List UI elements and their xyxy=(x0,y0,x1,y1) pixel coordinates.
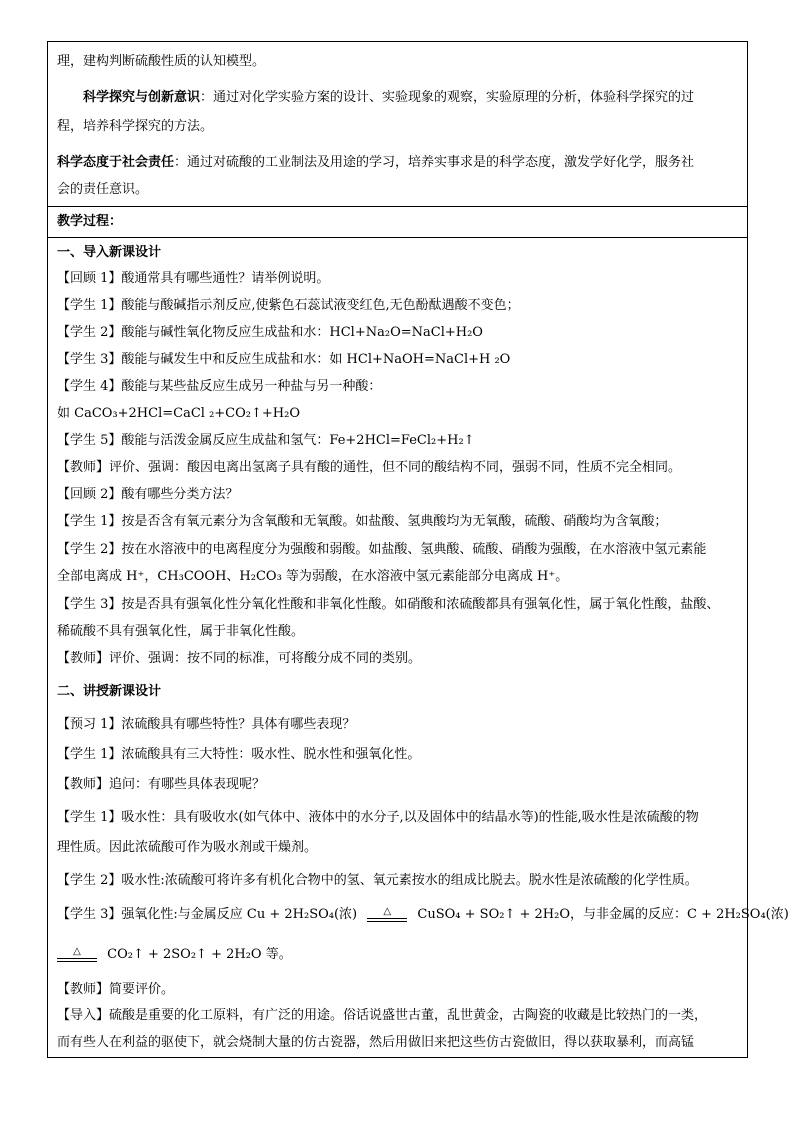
text-line: 【教师】追问：有哪些具体表现呢？ xyxy=(57,777,266,792)
text-line: 【学生 2】吸水性:浓硫酸可将许多有机化合物中的氢、氧元素按水的组成比脱去。脱水性是浓硫酸的化学性质。 xyxy=(57,873,698,888)
triangle-icon: △ xyxy=(73,946,81,957)
text-line: 【学生 5】酸能与活泼金属反应生成盐和氢气：Fe+2HCl=FeCl₂+H₂↑ xyxy=(57,433,475,448)
text-span: ：通过对化学实验方案的设计、实验现象的观察，实验原理的分析，体验科学探究的过 xyxy=(200,90,695,105)
text-line: 而有些人在利益的驱使下，就会烧制大量的仿古瓷器，然后用做旧来把这些仿古瓷做旧，得以获取暴利，而高锰 xyxy=(57,1035,695,1050)
section-title: 二、讲授新课设计 xyxy=(57,684,162,699)
text-line: 【教师】简要评价。 xyxy=(57,982,175,997)
text-line: 【预习 1】浓硫酸具有哪些特性？具体有哪些表现？ xyxy=(57,717,356,732)
text-line: 稀硫酸不具有强氧化性，属于非氧化性酸。 xyxy=(57,624,305,639)
text-line: 【学生 3】按是否具有强氧化性分氧化性酸和非氧化性酸。如硝酸和浓硫酸都具有强氧化性，属于氧化性酸，盐酸、 xyxy=(57,597,720,612)
label-science-inquiry: 科学探究与创新意识 xyxy=(83,90,201,105)
text-line xyxy=(57,154,694,172)
text-line: 【学生 2】酸能与碱性氧化物反应生成盐和水：HCl+Na₂O=NaCl+H₂O xyxy=(57,325,483,340)
text-line: 程，培养科学探究的方法。 xyxy=(57,119,214,134)
text-line: 【学生 1】酸能与酸碱指示剂反应,使紫色石蕊试液变红色,无色酚酞遇酸不变色； xyxy=(57,298,520,313)
text-line: 理，建构判断硫酸性质的认知模型。 xyxy=(57,54,266,69)
process-header: 教学过程： xyxy=(57,214,123,229)
heating-arrow xyxy=(57,947,97,962)
text-span: CO₂↑ + 2SO₂↑ + 2H₂O 等。 xyxy=(107,947,292,962)
label-social-responsibility: 科学态度于社会责任 xyxy=(57,155,175,170)
text-span: CuSO₄ + SO₂↑ + 2H₂O，与非金属的反应：C + 2H₂SO₄(浓) xyxy=(417,907,789,922)
row-divider-2 xyxy=(47,237,748,238)
text-line: 【教师】评价、强调：按不同的标准，可将酸分成不同的类别。 xyxy=(57,651,422,666)
text-line: 【回顾 2】酸有哪些分类方法？ xyxy=(57,487,239,502)
text-line: 【学生 3】酸能与碱发生中和反应生成盐和水：如 HCl+NaOH=NaCl+H ₂O xyxy=(57,352,511,367)
text-line: 【学生 1】按是否含有氧元素分为含氧酸和无氧酸。如盐酸、氢典酸均为无氧酸，硫酸、硝酸均为含氧酸； xyxy=(57,514,668,529)
text-line: 【教师】评价、强调：酸因电离出氢离子具有酸的通性，但不同的酸结构不同，强弱不同，性质不完全相同。 xyxy=(57,460,682,475)
text-line: 全部电离成 H⁺，CH₃COOH、H₂CO₃ 等为弱酸，在水溶液中氢元素能部分电离成 H⁺。 xyxy=(57,569,569,584)
text-line: 会的责任意识。 xyxy=(57,182,149,197)
equation-line xyxy=(57,906,789,924)
heating-arrow xyxy=(367,907,407,922)
equation-line xyxy=(57,946,292,964)
text-span: 【学生 3】强氧化性:与金属反应 Cu + 2H₂SO₄(浓) xyxy=(57,907,358,922)
text-line xyxy=(83,89,694,107)
section-title: 一、导入新课设计 xyxy=(57,245,162,260)
text-line: 【学生 1】吸水性：具有吸收水(如气体中、液体中的水分子,以及固体中的结晶水等)的性能,吸水性是浓硫酸的物 xyxy=(57,810,699,825)
text-line: 【学生 1】浓硫酸具有三大特性：吸水性、脱水性和强氧化性。 xyxy=(57,747,421,762)
text-line: 【学生 4】酸能与某些盐反应生成另一种盐与另一种酸： xyxy=(57,379,382,394)
text-line: 【学生 2】按在水溶液中的电离程度分为强酸和弱酸。如盐酸、氢典酸、硫酸、硝酸为强酸，在水溶液中氢元素能 xyxy=(57,542,707,557)
text-span: ：通过对硫酸的工业制法及用途的学习，培养实事求是的科学态度，激发学好化学，服务社 xyxy=(174,155,695,170)
row-divider-1 xyxy=(47,206,748,207)
text-line: 【导入】硫酸是重要的化工原料，有广泛的用途。俗话说盛世古董，乱世黄金，古陶瓷的收藏是比较热门的一类， xyxy=(57,1008,708,1023)
text-line: 理性质。因此浓硫酸可作为吸水剂或干燥剂。 xyxy=(57,840,318,855)
text-line: 如 CaCO₃+2HCl=CaCl ₂+CO₂↑+H₂O xyxy=(57,406,300,421)
triangle-icon: △ xyxy=(383,906,392,917)
text-line: 【回顾 1】酸通常具有哪些通性？请举例说明。 xyxy=(57,271,330,286)
